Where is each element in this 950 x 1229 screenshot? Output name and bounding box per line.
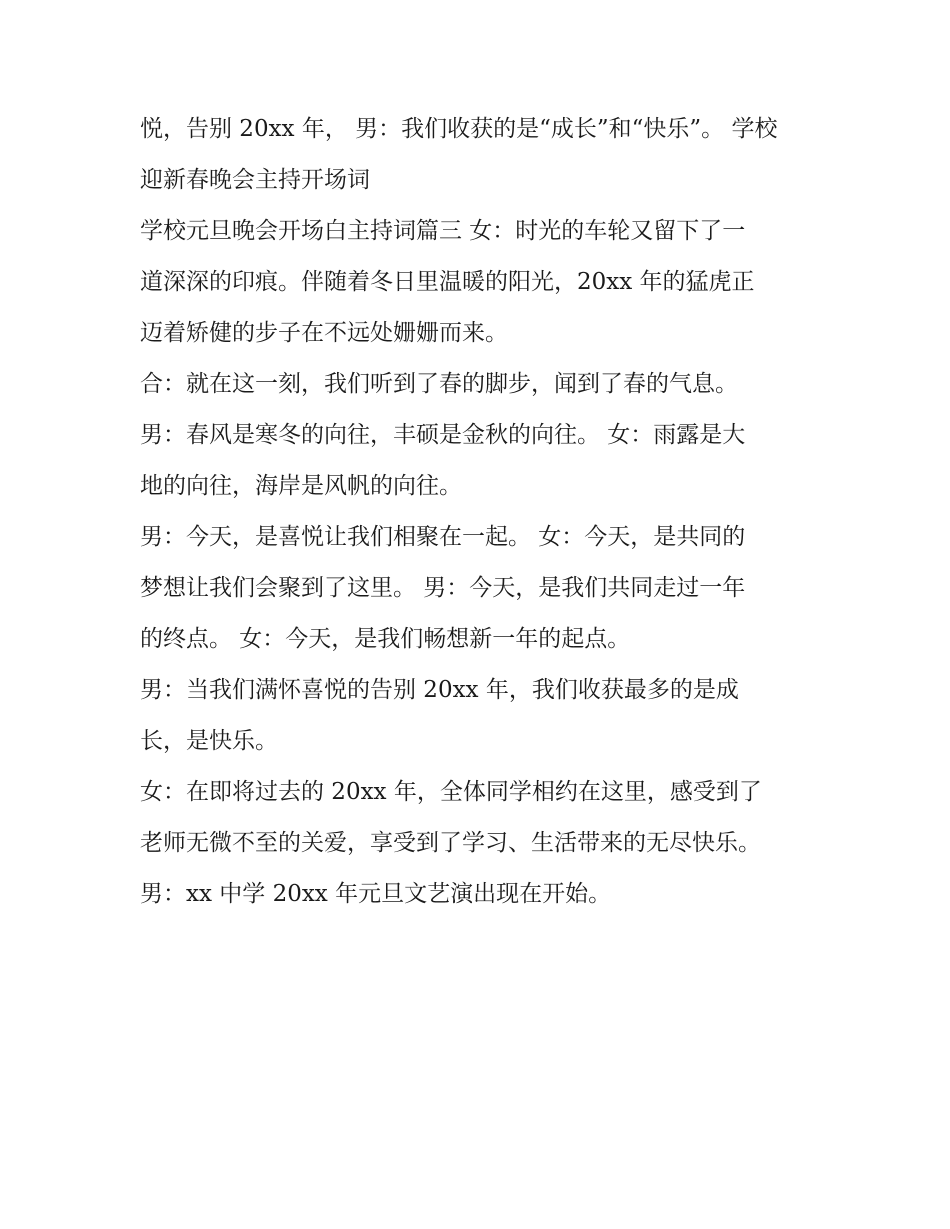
text-line: 老师无微不至的关爱，享受到了学习、生活带来的无尽快乐。 [140,830,761,856]
text-line: 男：当我们满怀喜悦的告别 20xx 年，我们收获最多的是成 [140,677,739,703]
document-body [140,104,820,920]
text-line: 地的向往，海岸是风帆的向往。 [140,473,462,499]
text-line: 长，是快乐。 [140,728,278,754]
text-line: 道深深的印痕。伴随着冬日里温暖的阳光，20xx 年的猛虎正 [140,269,755,295]
text-line: 学校元旦晚会开场白主持词篇三 女：时光的车轮又留下了一 [140,218,746,244]
text-line: 悦，告别 20xx 年， 男：我们收获的是“成长”和“快乐”。 学校 [140,116,778,142]
text-line: 男：今天，是喜悦让我们相聚在一起。 女：今天，是共同的 [140,524,746,550]
text-line: 女：在即将过去的 20xx 年，全体同学相约在这里，感受到了 [140,779,762,805]
text-line: 梦想让我们会聚到了这里。 男：今天，是我们共同走过一年 [140,575,746,601]
text-line: 男：xx 中学 20xx 年元旦文艺演出现在开始。 [140,881,612,907]
text-line: 男：春风是寒冬的向往，丰硕是金秋的向往。 女：雨露是大 [140,422,746,448]
text-line: 迎新春晚会主持开场词 [140,167,370,193]
text-line: 的终点。 女：今天，是我们畅想新一年的起点。 [140,626,631,652]
text-line: 迈着矫健的步子在不远处姗姗而来。 [140,320,508,346]
text-line: 合：就在这一刻，我们听到了春的脚步，闻到了春的气息。 [140,371,738,397]
